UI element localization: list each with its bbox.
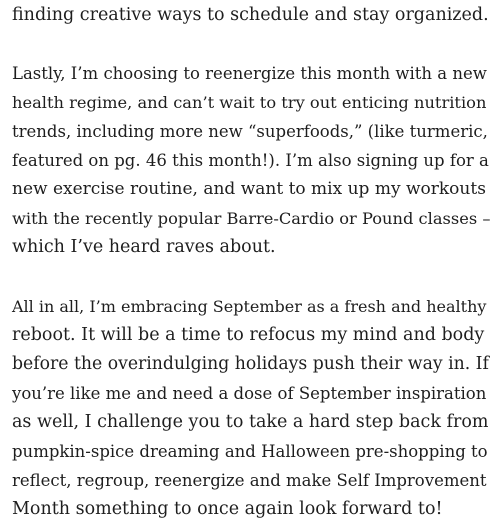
text-line: reboot. It will be a time to refocus my mind and body bbox=[12, 325, 485, 345]
text-line: All in all, I’m embracing September as a fresh and healthy bbox=[12, 297, 487, 316]
text-line: health regime, and can’t wait to try out enticing nutrition bbox=[12, 93, 487, 112]
text-line: finding creative ways to schedule and stay organized. bbox=[12, 5, 489, 25]
text-line: with the recently popular Barre-Cardio or Pound classes – bbox=[12, 209, 491, 228]
text-line: new exercise routine, and want to mix up my workouts bbox=[12, 179, 486, 199]
text-line: as well, I challenge you to take a hard step back from bbox=[12, 412, 489, 432]
text-line: featured on pg. 46 this month!). I’m also signing up for a bbox=[12, 151, 489, 170]
text-line: pumpkin-spice dreaming and Halloween pre-shopping to bbox=[12, 442, 488, 461]
text-line: reflect, regroup, reenergize and make Self Improvement bbox=[12, 471, 487, 490]
text-line: which I’ve heard raves about. bbox=[12, 237, 276, 257]
text-line: trends, including more new “superfoods,” (like turmeric, bbox=[12, 122, 488, 141]
text-line: before the overindulging holidays push their way in. If bbox=[12, 354, 489, 374]
text-line: Month something to once again look forward to! bbox=[12, 499, 443, 519]
text-line: you’re like me and need a dose of September inspiration bbox=[12, 384, 487, 403]
text-line: Lastly, I’m choosing to reenergize this month with a new bbox=[12, 64, 487, 83]
